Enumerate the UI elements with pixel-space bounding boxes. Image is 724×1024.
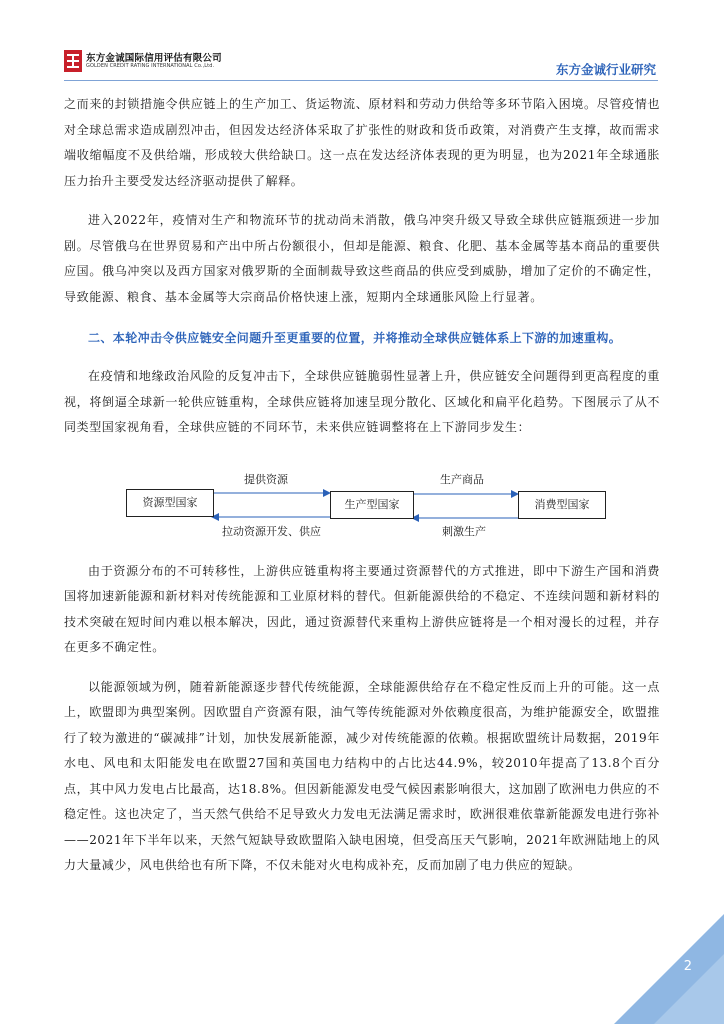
company-logo	[64, 50, 254, 74]
company-name-cn: 东方金诚国际信用评估有限公司	[86, 53, 222, 64]
label-goods: 生产商品	[440, 472, 484, 486]
paragraph: 进入2022年，疫情对生产和物流环节的扰动尚未消散，俄乌冲突升级又导致全球供应链瓶颈进一步加剧。尽管俄乌在世界贸易和产出中所占份额很小，但却是能源、粮食、化肥、基本金属等基本商品的重要供应国。俄乌冲突以及西方国家对俄罗斯的全面制裁导致这些商品的供应受到威胁，增加了定价的不确定性，导致能源、粮食、基本金属等大宗商品价格快速上涨，短期内全球通胀风险上行显著。	[64, 213, 660, 304]
logo-mark-icon	[64, 50, 82, 72]
consumer-country-box: 消费型国家	[518, 491, 606, 519]
page-header	[0, 0, 724, 90]
label-supply: 提供资源	[244, 472, 288, 486]
corner-decoration	[614, 914, 724, 1024]
supply-chain-diagram	[64, 451, 660, 551]
header-divider	[64, 80, 658, 81]
production-country-box: 生产型国家	[330, 491, 414, 519]
page-number: 2	[683, 959, 692, 974]
label-stimulate: 刺激生产	[442, 524, 486, 538]
paragraph: 之而来的封锁措施令供应链上的生产加工、货运物流、原材料和劳动力供给等多环节陷入困境。尽管疫情也对全球总需求造成剧烈冲击，但因发达经济体采取了扩张性的财政和货币政策，对消费产生支撑，故而需求端收缩幅度不及供给端，形成较大供给缺口。这一点在发达经济体表现的更为明显，也为2021年全球通胀压力抬升主要受发达经济驱动提供了解释。	[64, 97, 660, 188]
paragraph: 由于资源分布的不可转移性，上游供应链重构将主要通过资源替代的方式推进，即中下游生产国和消费国将加速新能源和新材料对传统能源和工业原材料的替代。但新能源供给的不稳定、不连续问题和新材料的技术突破在短时间内难以根本解决，因此，通过资源替代来重构上游供应链将是一个相对漫长的过程，并存在更多不确定性。	[64, 563, 660, 654]
section-heading: 二、本轮冲击令供应链安全问题升至更重要的位置，并将推动全球供应链体系上下游的加速重构。	[88, 331, 622, 345]
paragraph: 在疫情和地缘政治风险的反复冲击下，全球供应链脆弱性显著上升，供应链安全问题得到更高程度的重视，将倒逼全球新一轮供应链重构，全球供应链将加速呈现分散化、区域化和扁平化趋势。下图展示了从不同类型国家视角看，全球供应链的不同环节，未来供应链调整将在上下游同步发生：	[64, 369, 660, 434]
paragraph: 以能源领域为例，随着新能源逐步替代传统能源，全球能源供给存在不稳定性反而上升的可能。这一点上，欧盟即为典型案例。因欧盟自产资源有限，油气等传统能源对外依赖度很高，为维护能源安全，欧盟推行了较为激进的“碳减排”计划，加快发展新能源，减少对传统能源的依赖。根据欧盟统计局数据，2019年水电、风电和太阳能发电在欧盟27国和英国电力结构中的占比达44.9%，较2010年提高了13.8个百分点，其中风力发电占比最高，达18.8%。但因新能源发电受气候因素影响很大，这加剧了欧洲电力供应的不稳定性。这也决定了，当天然气供给不足导致火力发电无法满足需求时，欧洲很难依靠新能源发电进行弥补——2021年下半年以来，天然气短缺导致欧盟陷入缺电困境，但受高压天气影响，2021年欧洲陆地上的风力大量减少，风电供给也有所下降，不仅未能对火电构成补充，反而加剧了电力供应的短缺。	[64, 679, 660, 872]
resource-country-box: 资源型国家	[126, 489, 214, 517]
article-body	[64, 92, 660, 879]
label-pull: 拉动资源开发、供应	[222, 524, 321, 538]
report-brand-title: 东方金诚行业研究	[555, 62, 656, 77]
company-name-en: GOLDEN CREDIT RATING INTERNATIONAL Co.,Ltd.	[86, 63, 215, 69]
